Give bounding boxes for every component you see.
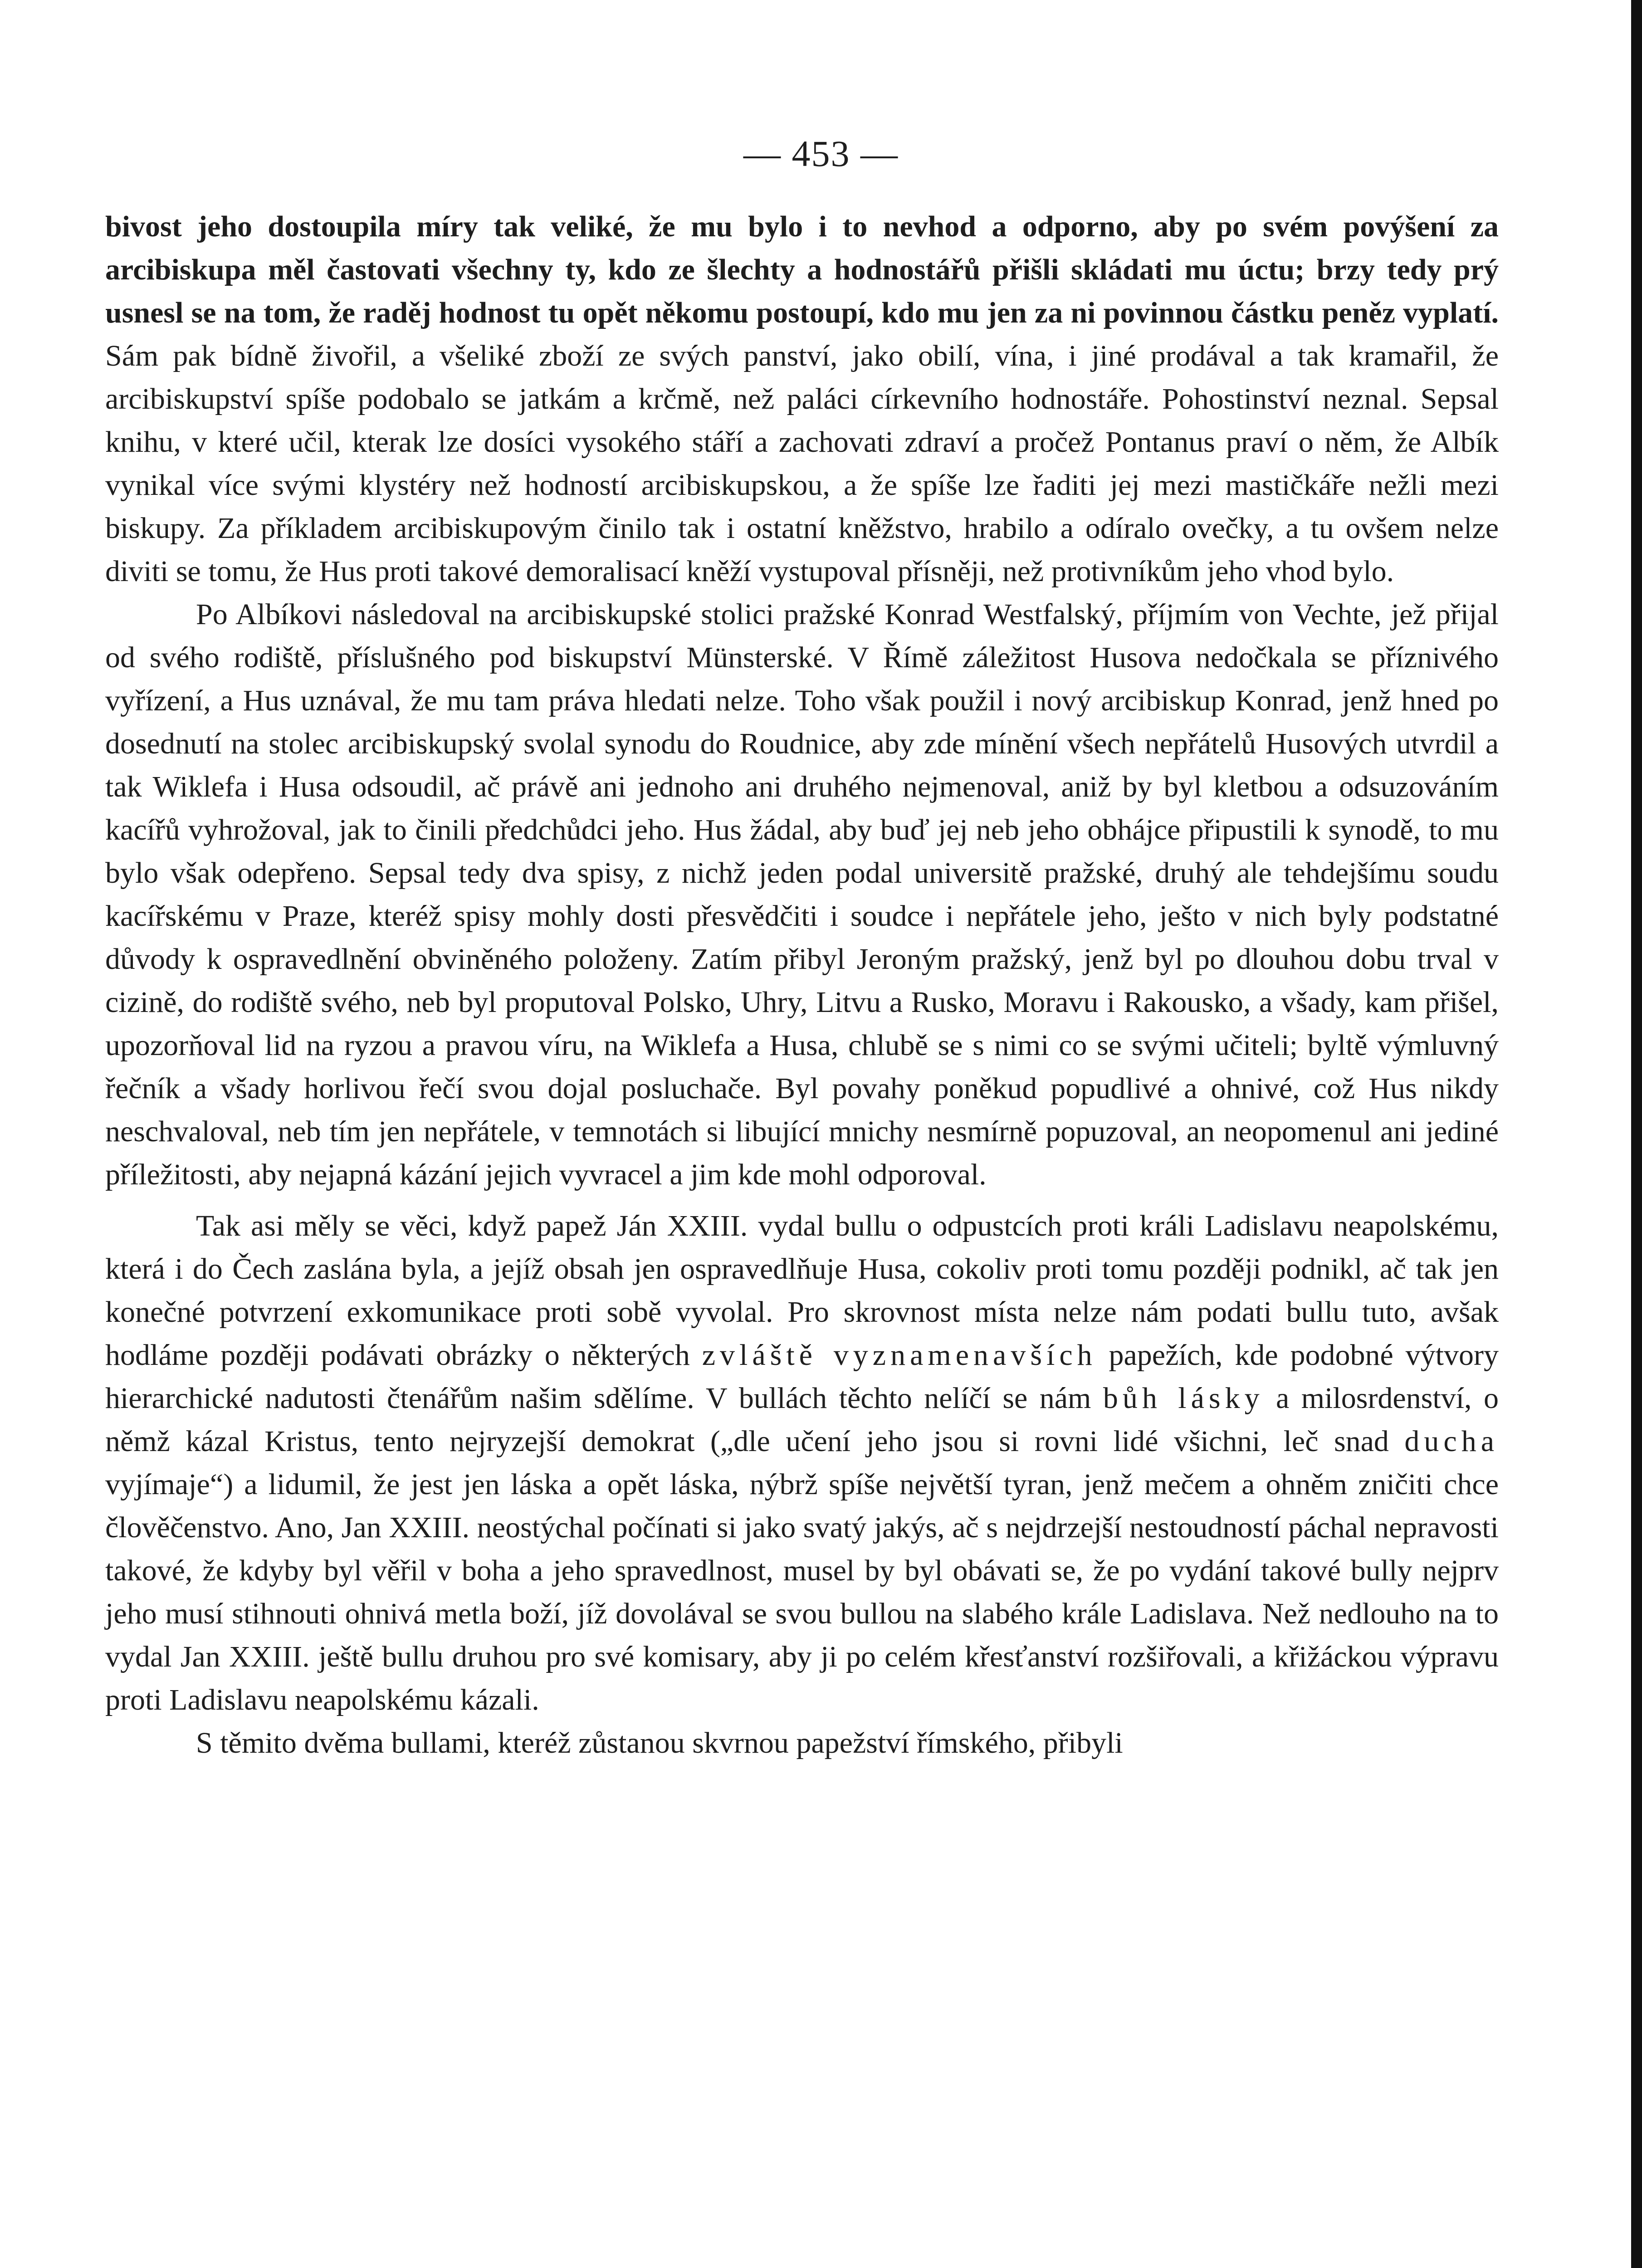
paragraph-3-text-c: a milosrdenství, o němž kázal Kristus, tento nejryzejší demokrat („dle učení jeho jsou si rovni lidé všichni, leč snad (105, 1382, 1499, 1458)
paragraph-4-text: S těmito dvěma bullami, kteréž zůstanou skvrnou papežství římského, přibyli (196, 1726, 1123, 1760)
paragraph-1 (105, 205, 1499, 593)
paragraph-3-text-d: vyjímaje“) a lidumil, že jest jen láska a opět láska, nýbrž spíše největší tyran, jenž mečem a ohněm zničiti chce člověčenstvo. Ano, Jan XXIII. neostýchal počínati si jako svatý jakýs, ač s nejdrzejší nestoudností páchal nepravosti takové, že kdyby byl věřil v boha a jeho spravedlnost, musel by byl obávati se, že po vydání takové bully nejprv jeho musí stihnouti ohnivá metla boží, jíž dovolával se svou bullou na slabého krále Ladislava. Než nedlouho na to vydal Jan XXIII. ještě bullu druhou pro své komisary, aby ji po celém křesťanství rozšiřovali, a křižáckou výpravu proti Ladislavu neapolskému kázali. (105, 1468, 1499, 1716)
paragraph-3-text-b: papežích, kde podobné výtvory hierarchické nadutosti čtenářům našim sdělíme. V bullách těchto nelíčí se nám (105, 1339, 1499, 1415)
paragraph-4 (105, 1721, 1499, 1765)
body-text (105, 205, 1499, 1765)
paragraph-3-spaced-2: bůh lásky (1103, 1382, 1264, 1415)
paragraph-2-text: Po Albíkovi následoval na arcibiskupské stolici pražské Konrad Westfalský, příjmím von Vechte, jež přijal od svého rodiště, příslušného pod biskupství Münsterské. V Římě záležitost Husova nedočkala se příznivého vyřízení, a Hus uznával, že mu tam práva hledati nelze. Toho však použil i nový arcibiskup Konrad, jenž hned po dosednutí na stolec arcibiskupský svolal synodu do Roudnice, aby zde mínění všech nepřátelů Husových utvrdil a tak Wiklefa i Husa odsoudil, ač právě ani jednoho ani druhého nejmenoval, aniž by byl kletbou a odsuzováním kacířů vyhrožoval, jak to činili předchůdci jeho. Hus žádal, aby buď jej neb jeho obhájce připustili k synodě, to mu bylo však odepřeno. Sepsal tedy dva spisy, z nichž jeden podal universitě pražské, druhý ale tehdejšímu soudu kacířskému v Praze, kteréž spisy mohly dosti přesvědčiti i soudce i nepřátele jeho, ješto v nich byly podstatné důvody k ospravedlnění obviněného položeny. Zatím přibyl Jeroným pražský, jenž byl po dlouhou dobu trval v cizině, do rodiště svého, neb byl proputoval Polsko, Uhry, Litvu a Rusko, Moravu i Rakousko, a všady, kam přišel, upozorňoval lid na ryzou a pravou víru, na Wiklefa a Husa, chlubě se s nimi co se svými učiteli; byltě výmluvný řečník a všady horlivou řečí svou dojal posluchače. Byl povahy poněkud popudlivé a ohnivé, což Hus nikdy neschvaloval, neb tím jen nepřátele, v temnotách si libující mnichy nesmírně popuzoval, an neopomenul ani jediné příležitosti, aby nejapná kázání jejich vyvracel a jim kde mohl odporoval. (105, 598, 1499, 1191)
paragraph-2 (105, 593, 1499, 1196)
paragraph-3-spaced-3: ducha (1404, 1425, 1499, 1458)
paragraph-3-spaced-1: zvláště vyznamenavších (702, 1339, 1097, 1372)
paragraph-1-text: Sám pak bídně živořil, a všeliké zboží ze svých panství, jako obilí, vína, i jiné prodával a tak kramařil, že arcibiskupství spíše podobalo se jatkám a krčmě, než paláci církevního hodnostáře. Pohostinství neznal. Sepsal knihu, v které učil, kterak lze dosíci vysokého stáří a zachovati zdraví a pročež Pontanus praví o něm, že Albík vynikal více svými klystéry než hodností arcibiskupskou, a že spíše lze řaditi jej mezi mastičkáře nežli mezi biskupy. Za příkladem arcibiskupovým činilo tak i ostatní kněžstvo, hrabilo a odíralo ovečky, a tu ovšem nelze diviti se tomu, že Hus proti takové demoralisací kněží vystupoval přísněji, než protivníkům jeho vhod bylo. (105, 339, 1499, 588)
paragraph-3 (105, 1204, 1499, 1721)
paragraph-3-text-a: Tak asi měly se věci, když papež Ján XXIII. vydal bullu o odpustcích proti králi Ladislavu neapolskému, která i do Čech zaslána byla, a jejíž obsah jen ospravedlňuje Husa, cokoliv proti tomu později podnikl, ač tak jen konečné potvrzení exkomunikace proti sobě vyvolal. Pro skrovnost místa nelze nám podati bullu tuto, avšak hodláme později podávati obrázky o některých (105, 1209, 1499, 1372)
page-number: — 453 — (743, 133, 899, 174)
paragraph-1-bold-text: bivost jeho dostoupila míry tak veliké, že mu bylo i to nevhod a odporno, aby po svém povýšení za arcibiskupa měl častovati všechny ty, kdo ze šlechty a hodnostářů přišli skládati mu úctu; brzy tedy prý usnesl se na tom, že raděj hodnost tu opět někomu postoupí, kdo mu jen za ni povinnou částku peněz vyplatí. (105, 210, 1499, 329)
